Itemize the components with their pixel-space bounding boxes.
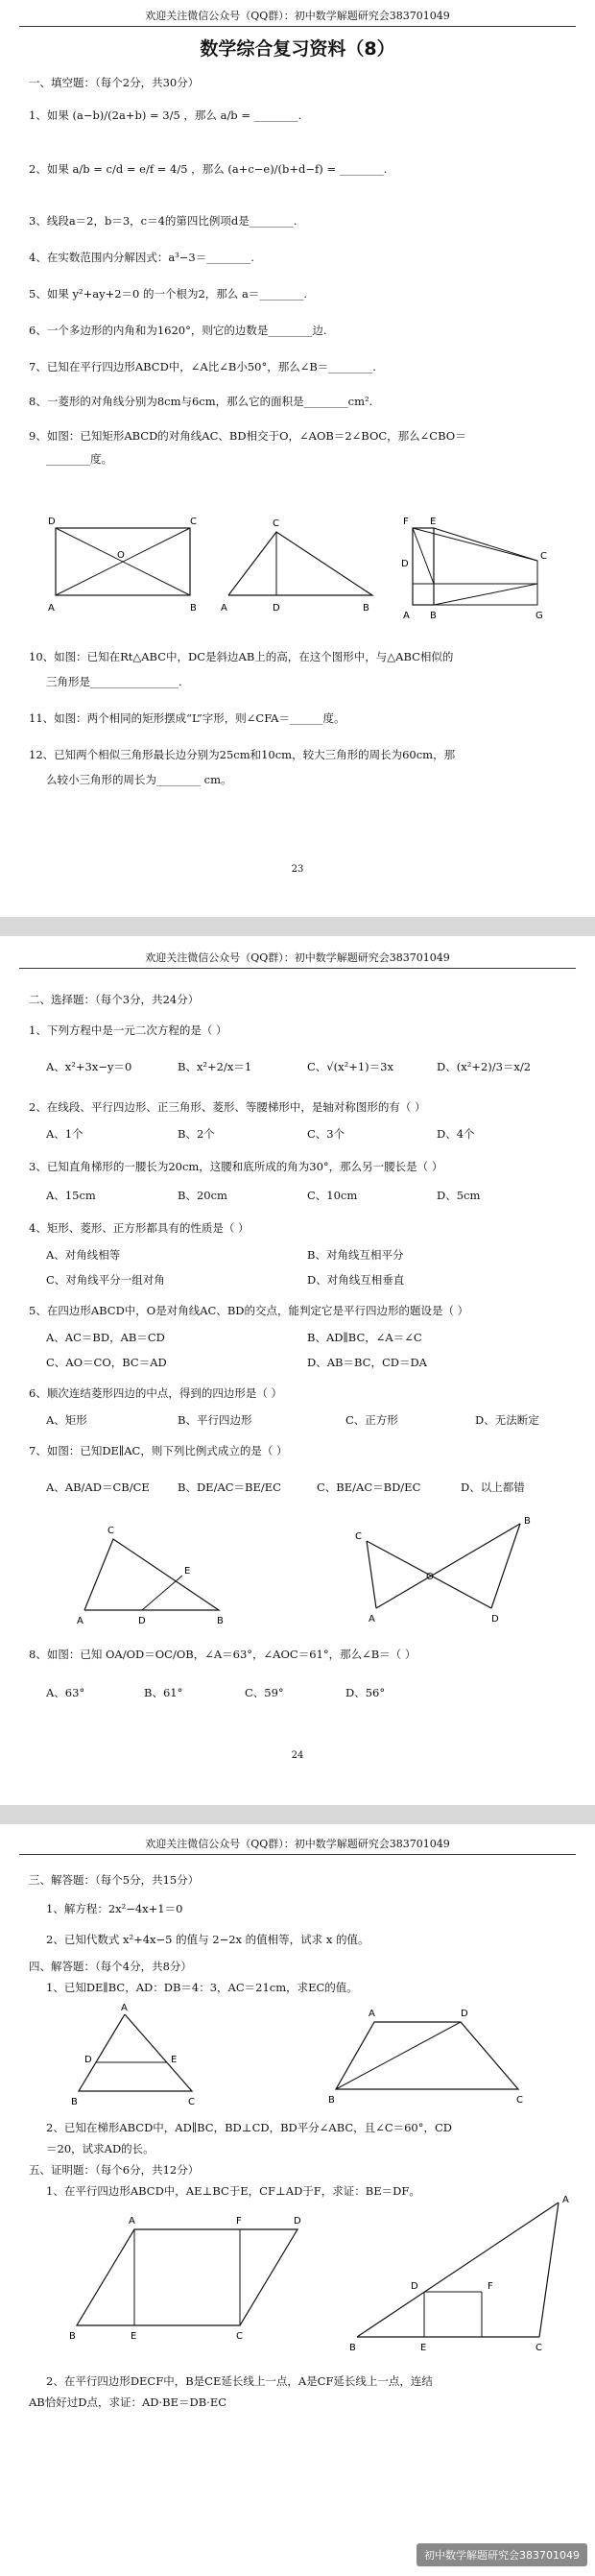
figure-bowtie <box>347 1512 539 1627</box>
question-2-3: 3、已知直角梯形的一腰长为20cm，这腰和底所成的角为30°，那么另一腰长是（ ） <box>29 1160 443 1173</box>
section-4-heading: 四、解答题：（每个4分，共8分） <box>29 1960 192 1973</box>
q2-8-option-d: D、56° <box>345 1686 386 1699</box>
section-5-heading: 五、证明题：（每个6分，共12分） <box>29 2163 200 2177</box>
page-title: 数学综合复习资料（8） <box>200 38 395 60</box>
watermark: 初中数学解题研究会383701049 <box>416 2543 587 2566</box>
question-1-1: 1、如果 (a−b)/(2a+b) = 3/5 ，那么 a/b = ________. <box>29 108 302 122</box>
svg-text:A: A <box>562 2195 569 2205</box>
svg-text:C: C <box>536 2343 542 2353</box>
figure-triangle-de-bc <box>67 2003 221 2108</box>
question-2-8: 8、如图：已知 OA/OD＝OC/OB，∠A＝63°，∠AOC＝61°，那么∠B＝（ ） <box>29 1648 416 1661</box>
q2-8-option-b: B、61° <box>144 1686 183 1699</box>
question-2-7: 7、如图：已知DE∥AC，则下列比例式成立的是（ ） <box>29 1444 288 1457</box>
svg-text:F: F <box>488 2281 493 2292</box>
page-header: 欢迎关注微信公众号（QQ群）：初中数学解题研究会383701049 <box>19 950 576 969</box>
question-1-10-cont: 三角形是________________. <box>46 675 182 688</box>
section-1-heading: 一、填空题：（每个2分，共30分） <box>29 76 200 89</box>
q2-1-option-d: D、(x²+2)/3＝x/2 <box>437 1060 532 1073</box>
question-5-2-cont: AB恰好过D点，求证：AD·BE＝DB·EC <box>29 2395 227 2409</box>
q2-4-option-b: B、对角线互相平分 <box>307 1248 404 1262</box>
question-5-2: 2、在平行四边形DECF中，B是CE延长线上一点，A是CF延长线上一点，连结 <box>46 2374 433 2388</box>
svg-text:D: D <box>461 2009 468 2019</box>
section-2-heading: 二、选择题：（每个3分，共24分） <box>29 993 200 1006</box>
q2-1-option-b: B、x²+2/x＝1 <box>178 1060 252 1073</box>
svg-text:E: E <box>171 2055 178 2065</box>
question-2-4: 4、矩形、菱形、正方形都具有的性质是（ ） <box>29 1221 250 1235</box>
question-1-6: 6、一个多边形的内角和为1620°，则它的边数是________边. <box>29 324 327 337</box>
q2-2-option-b: B、2个 <box>178 1127 215 1141</box>
q2-6-option-a: A、矩形 <box>46 1413 87 1427</box>
svg-text:D: D <box>411 2281 418 2292</box>
question-3-2: 2、已知代数式 x²+4x−5 的值与 2−2x 的值相等，试求 x 的值。 <box>46 1933 369 1946</box>
svg-text:A: A <box>403 611 410 621</box>
svg-text:A: A <box>77 1616 83 1626</box>
svg-text:D: D <box>401 559 409 569</box>
page-23 <box>0 0 595 917</box>
svg-text:A: A <box>369 1614 375 1625</box>
svg-text:E: E <box>131 2331 137 2342</box>
svg-text:A: A <box>369 2009 375 2019</box>
svg-text:A: A <box>121 2003 128 2013</box>
q2-5-option-c: C、AO＝CO，BC＝AD <box>46 1356 167 1369</box>
q2-3-option-b: B、20cm <box>178 1189 227 1202</box>
svg-text:B: B <box>190 603 197 614</box>
question-3-1: 1、解方程：2x²−4x+1＝0 <box>46 1902 183 1915</box>
svg-text:F: F <box>403 517 409 527</box>
figure-trapezoid <box>326 2009 547 2105</box>
question-1-9: 9、如图：已知矩形ABCD的对角线AC、BD相交于O，∠AOB＝2∠BOC，那么∠CBO＝ <box>29 429 466 443</box>
figure-parallelogram-perp <box>67 2212 317 2347</box>
question-1-11: 11、如图：两个相同的矩形摆成“L”字形，则∠CFA＝______度。 <box>29 711 345 725</box>
q2-8-option-c: C、59° <box>245 1686 284 1699</box>
svg-text:B: B <box>524 1516 531 1527</box>
question-4-1: 1、已知DE∥BC，AD：DB＝4：3，AC＝21cm，求EC的值。 <box>46 1981 358 1994</box>
figure-rectangle-abcd <box>46 518 209 614</box>
svg-text:C: C <box>188 2097 195 2107</box>
svg-text:O: O <box>426 1572 434 1582</box>
q2-4-option-d: D、对角线互相垂直 <box>307 1273 405 1287</box>
q2-7-option-b: B、DE/AC＝BE/EC <box>178 1481 281 1494</box>
question-2-6: 6、顺次连结菱形四边的中点，得到的四边形是（ ） <box>29 1386 282 1400</box>
question-1-3: 3、线段a＝2，b＝3，c＝4的第四比例项d是________. <box>29 214 298 228</box>
question-4-2-cont: ＝20，试求AD的长。 <box>46 2142 155 2155</box>
svg-text:B: B <box>363 603 369 614</box>
question-1-2: 2、如果 a/b = c/d = e/f = 4/5 ，那么 (a+c−e)/(b+d−f) = ________. <box>29 162 388 176</box>
svg-text:E: E <box>184 1566 191 1577</box>
q2-6-option-c: C、正方形 <box>345 1413 398 1427</box>
question-1-12: 12、已知两个相似三角形最长边分别为25cm和10cm，较大三角形的周长为60cm，那 <box>29 748 456 761</box>
svg-text:A: A <box>48 603 55 614</box>
question-5-1: 1、在平行四边形ABCD中，AE⊥BC于E，CF⊥AD于F，求证：BE＝DF。 <box>46 2184 420 2198</box>
svg-text:B: B <box>430 611 437 621</box>
page-header: 欢迎关注微信公众号（QQ群）：初中数学解题研究会383701049 <box>19 8 576 27</box>
q2-4-option-c: C、对角线平分一组对角 <box>46 1273 165 1287</box>
page-number: 23 <box>291 864 304 875</box>
q2-1-option-c: C、√(x²+1)＝3x <box>307 1060 393 1073</box>
svg-text:C: C <box>107 1526 114 1536</box>
page-gap <box>0 917 595 936</box>
svg-text:E: E <box>430 517 437 527</box>
q2-7-option-d: D、以上都错 <box>461 1481 525 1494</box>
svg-text:C: C <box>190 517 197 527</box>
question-1-10: 10、如图：已知在Rt△ABC中，DC是斜边AB上的高，在这个图形中，与△ABC相似的 <box>29 650 454 663</box>
q2-8-option-a: A、63° <box>46 1686 85 1699</box>
question-1-12-cont: 么较小三角形的周长为________ cm。 <box>46 773 232 786</box>
q2-1-option-a: A、x²+3x−y＝0 <box>46 1060 132 1073</box>
svg-text:D: D <box>84 2055 92 2065</box>
svg-text:E: E <box>420 2343 427 2353</box>
svg-text:D: D <box>294 2216 301 2227</box>
question-2-5: 5、在四边形ABCD中，O是对角线AC、BD的交点，能判定它是平行四边形的题设是（ ） <box>29 1304 469 1317</box>
q2-7-option-c: C、BE/AC＝BD/EC <box>317 1481 421 1494</box>
svg-text:B: B <box>71 2097 78 2107</box>
page-gap <box>0 1805 595 1824</box>
q2-3-option-a: A、15cm <box>46 1189 96 1202</box>
section-3-heading: 三、解答题：（每个5分，共15分） <box>29 1873 200 1887</box>
svg-text:G: G <box>536 611 543 621</box>
question-2-2: 2、在线段、平行四边形、正三角形、菱形、等腰梯形中，是轴对称图形的有（ ） <box>29 1100 426 1114</box>
question-1-4: 4、在实数范围内分解因式：a³−3＝________. <box>29 251 254 264</box>
page-header: 欢迎关注微信公众号（QQ群）：初中数学解题研究会383701049 <box>19 1836 576 1855</box>
q2-5-option-a: A、AC＝BD，AB＝CD <box>46 1331 165 1344</box>
q2-6-option-b: B、平行四边形 <box>178 1413 252 1427</box>
svg-text:C: C <box>236 2331 243 2342</box>
q2-2-option-c: C、3个 <box>307 1127 345 1141</box>
figure-right-triangle <box>219 518 382 614</box>
svg-text:D: D <box>273 603 280 614</box>
svg-text:B: B <box>328 2095 335 2106</box>
svg-text:F: F <box>236 2216 242 2227</box>
svg-text:C: C <box>273 518 279 529</box>
q2-5-option-b: B、AD∥BC，∠A＝∠C <box>307 1331 422 1344</box>
svg-text:A: A <box>129 2216 135 2227</box>
svg-text:D: D <box>48 517 56 527</box>
svg-text:D: D <box>491 1614 499 1625</box>
q2-2-option-d: D、4个 <box>437 1127 475 1141</box>
svg-text:B: B <box>69 2331 76 2342</box>
figure-l-shape <box>395 517 568 622</box>
svg-text:B: B <box>349 2343 356 2353</box>
q2-2-option-a: A、1个 <box>46 1127 83 1141</box>
q2-7-option-a: A、AB/AD＝CB/CE <box>46 1481 150 1494</box>
page-number: 24 <box>291 1750 304 1761</box>
question-4-2: 2、已知在梯形ABCD中，AD∥BC，BD⊥CD，BD平分∠ABC，且∠C＝60°，CD <box>46 2121 453 2134</box>
figure-triangle-de-parallel <box>75 1522 248 1627</box>
svg-text:C: C <box>516 2095 523 2106</box>
page-24 <box>0 936 595 1805</box>
q2-4-option-a: A、对角线相等 <box>46 1248 121 1262</box>
svg-text:O: O <box>117 550 125 561</box>
question-2-1: 1、下列方程中是一元二次方程的是（ ） <box>29 1023 227 1037</box>
q2-3-option-d: D、5cm <box>437 1189 481 1202</box>
svg-text:C: C <box>355 1531 362 1542</box>
q2-5-option-d: D、AB＝BC，CD＝DA <box>307 1356 427 1369</box>
question-1-9-cont: ________度。 <box>46 452 112 466</box>
svg-text:C: C <box>540 551 547 562</box>
svg-text:A: A <box>221 603 227 614</box>
svg-text:B: B <box>217 1616 224 1626</box>
q2-3-option-c: C、10cm <box>307 1189 358 1202</box>
page-25 <box>0 1824 595 2576</box>
svg-text:D: D <box>138 1616 146 1626</box>
figure-parallelogram-decf <box>347 2193 578 2356</box>
question-1-7: 7、已知在平行四边形ABCD中，∠A比∠B小50°，那么∠B＝________. <box>29 360 376 373</box>
question-1-5: 5、如果 y²+ay+2＝0 的一个根为2，那么 a＝________. <box>29 287 307 301</box>
question-1-8: 8、一菱形的对角线分别为8cm与6cm，那么它的面积是________cm². <box>29 395 373 408</box>
q2-6-option-d: D、无法断定 <box>475 1413 539 1427</box>
